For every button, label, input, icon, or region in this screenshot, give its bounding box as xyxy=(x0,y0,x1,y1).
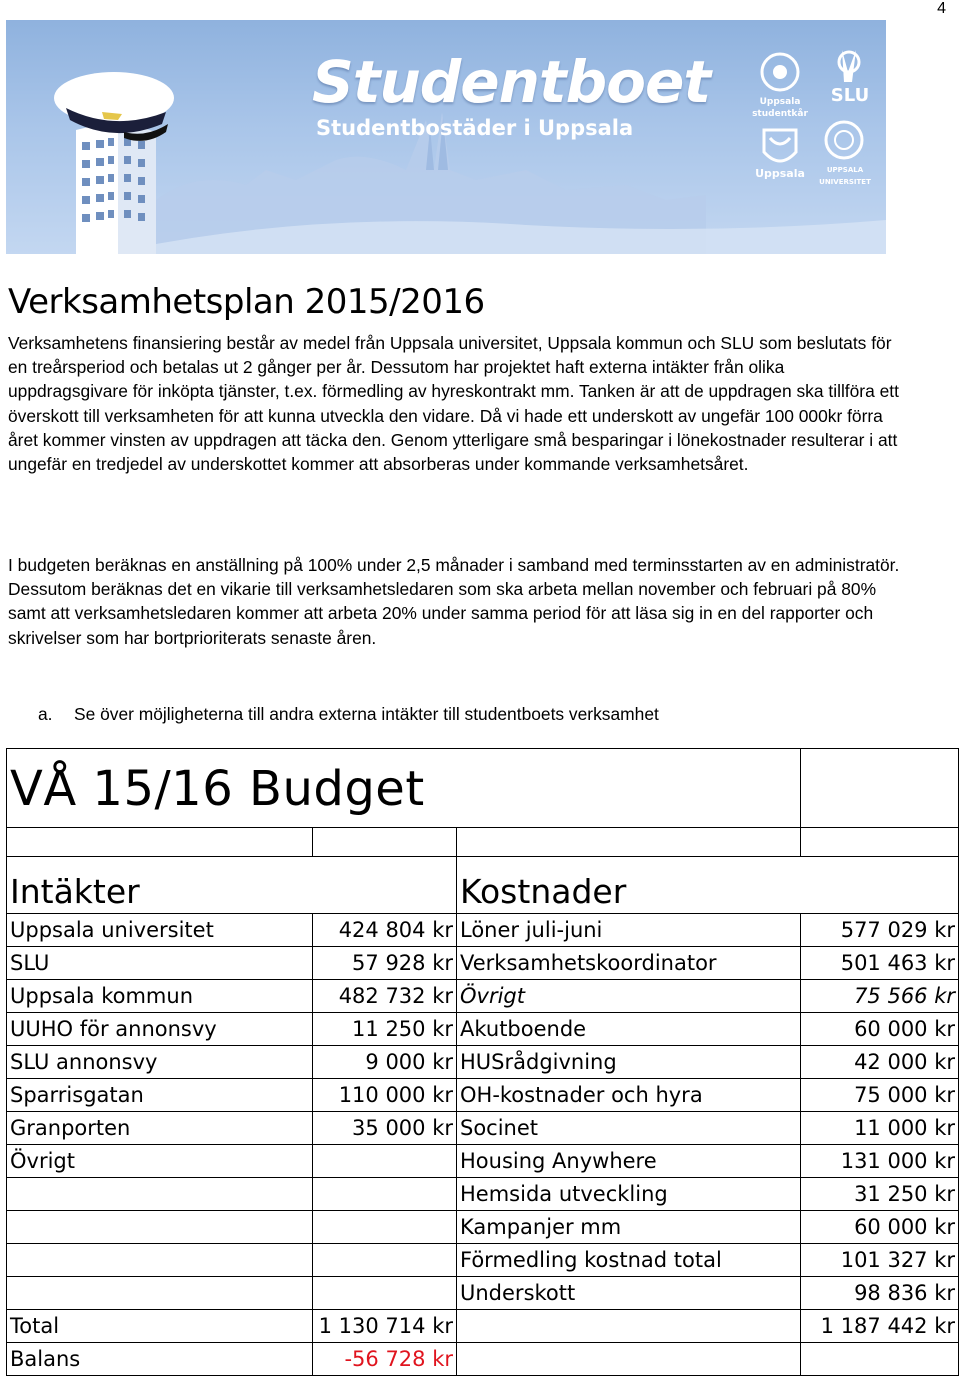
income-label: Uppsala universitet xyxy=(7,914,313,947)
cost-label: HUSrådgivning xyxy=(457,1046,801,1079)
cost-label: Hemsida utveckling xyxy=(457,1178,801,1211)
income-value: 482 732 kr xyxy=(313,980,457,1013)
cost-label xyxy=(457,1343,801,1376)
uppsala-kommun-logo xyxy=(764,130,796,161)
cost-label: Övrigt xyxy=(457,980,801,1013)
uppsala-studentkar-label: Uppsala studentkår xyxy=(752,97,808,119)
slu-logo xyxy=(839,50,859,82)
cost-value: 60 000 kr xyxy=(801,1013,959,1046)
header-banner xyxy=(6,20,886,254)
income-value: 35 000 kr xyxy=(313,1112,457,1145)
income-value xyxy=(313,1244,457,1277)
income-value: 57 928 kr xyxy=(313,947,457,980)
income-value: -56 728 kr xyxy=(313,1343,457,1376)
uppsala-kommun-label: Uppsala xyxy=(755,167,805,180)
income-value: 1 130 714 kr xyxy=(313,1310,457,1343)
cost-value: 501 463 kr xyxy=(801,947,959,980)
uppsala-universitet-label: UPPSALA UNIVERSITET xyxy=(819,166,871,186)
table-row xyxy=(7,947,959,980)
income-value xyxy=(313,1145,457,1178)
table-row xyxy=(7,1244,959,1277)
cost-label: Löner juli-juni xyxy=(457,914,801,947)
income-value xyxy=(313,1277,457,1310)
page-number: 4 xyxy=(937,0,946,17)
income-label: Granporten xyxy=(7,1112,313,1145)
cost-label: Förmedling kostnad total xyxy=(457,1244,801,1277)
income-value: 9 000 kr xyxy=(313,1046,457,1079)
income-label xyxy=(7,1277,313,1310)
income-label: Total xyxy=(7,1310,313,1343)
income-label: SLU annonsvy xyxy=(7,1046,313,1079)
empty-cell xyxy=(7,828,313,857)
cost-value: 577 029 kr xyxy=(801,914,959,947)
cost-value: 1 187 442 kr xyxy=(801,1310,959,1343)
table-row xyxy=(7,1046,959,1079)
empty-cell xyxy=(313,828,457,857)
cost-label: Socinet xyxy=(457,1112,801,1145)
cost-value: 31 250 kr xyxy=(801,1178,959,1211)
income-label xyxy=(7,1244,313,1277)
income-value: 110 000 kr xyxy=(313,1079,457,1112)
empty-cell xyxy=(801,828,959,857)
table-row xyxy=(7,1343,959,1376)
budget-title-cell xyxy=(7,749,801,828)
table-row xyxy=(7,980,959,1013)
spacer-row xyxy=(7,828,959,857)
table-row xyxy=(7,1211,959,1244)
cost-label xyxy=(457,1310,801,1343)
cost-value: 42 000 kr xyxy=(801,1046,959,1079)
cost-value: 75 000 kr xyxy=(801,1079,959,1112)
document-title: Verksamhetsplan 2015/2016 xyxy=(8,282,485,322)
budget-table xyxy=(6,748,959,1376)
table-row xyxy=(7,1145,959,1178)
income-value xyxy=(313,1211,457,1244)
table-row xyxy=(7,1013,959,1046)
income-label: Övrigt xyxy=(7,1145,313,1178)
cost-label: Kampanjer mm xyxy=(457,1211,801,1244)
income-label: Sparrisgatan xyxy=(7,1079,313,1112)
income-label: Balans xyxy=(7,1343,313,1376)
cost-header: Kostnader xyxy=(457,857,959,914)
income-label xyxy=(7,1211,313,1244)
cost-label: Verksamhetskoordinator xyxy=(457,947,801,980)
budget-title-row xyxy=(7,749,959,828)
cost-value: 131 000 kr xyxy=(801,1145,959,1178)
slu-label: SLU xyxy=(830,85,870,106)
cost-label: Underskott xyxy=(457,1277,801,1310)
empty-cell xyxy=(457,828,801,857)
list-item-text: Se över möjligheterna till andra externa intäkter till studentboets verksamhet xyxy=(74,704,659,724)
table-row xyxy=(7,1079,959,1112)
cost-value: 101 327 kr xyxy=(801,1244,959,1277)
brand-name: Studentboet xyxy=(312,48,711,116)
cost-value xyxy=(801,1343,959,1376)
table-row xyxy=(7,1277,959,1310)
income-label: Uppsala kommun xyxy=(7,980,313,1013)
cost-value: 98 836 kr xyxy=(801,1277,959,1310)
cost-label: Housing Anywhere xyxy=(457,1145,801,1178)
income-label xyxy=(7,1178,313,1211)
paragraph-financing: Verksamhetens finansiering består av medel från Uppsala universitet, Uppsala kommun och SLU som beslutats för en treårsperiod och betalas ut 2 gånger per år. Dessutom har projektet haft externa intäkter från olika uppdragsgivare för inköpta tjänster, t.ex. förmedling av hyreskontrakt mm. Tanken är att de uppdragen ska tillföra ett överskott till verksamheten för att kunna utveckla den vidare. Då vi hade ett underskott av ungefär 100 000kr förra året kommer vinsten av uppdragen att täcka den. Genom ytterligare små besparingar i lönekostnader resulterar i att ungefär en tredjedel av underskottet kommer att absorberas under kommande verksamhetsåret. xyxy=(8,333,899,475)
empty-cell xyxy=(801,749,959,828)
cost-value: 60 000 kr xyxy=(801,1211,959,1244)
brand-subtitle: Studentbostäder i Uppsala xyxy=(316,116,634,140)
cost-value: 11 000 kr xyxy=(801,1112,959,1145)
income-label: SLU xyxy=(7,947,313,980)
cost-label: OH-kostnader och hyra xyxy=(457,1079,801,1112)
budget-title: VÅ 15/16 Budget xyxy=(10,761,425,817)
uppsala-studentkar-logo xyxy=(762,54,798,90)
student-cap-icon xyxy=(54,72,174,141)
budget-header-row xyxy=(7,857,959,914)
income-value xyxy=(313,1178,457,1211)
table-row xyxy=(7,914,959,947)
uppsala-universitet-logo xyxy=(826,122,862,158)
cost-label: Akutboende xyxy=(457,1013,801,1046)
cost-value: 75 566 kr xyxy=(801,980,959,1013)
list-item xyxy=(38,702,659,726)
paragraph-staffing: I budgeten beräknas en anställning på 100% under 2,5 månader i samband med terminsstarten av en administratör. Dessutom beräknas det en vikarie till verksamhetsledaren som ska arbeta mellan november och februari på 80% samt att verksamhetsledaren kommer att arbeta 20% under samma period för att läsa sig in en del rapporter och skrivelser som har bortprioriterats senaste åren. xyxy=(8,555,900,648)
income-header: Intäkter xyxy=(7,857,457,914)
income-value: 424 804 kr xyxy=(313,914,457,947)
income-value: 11 250 kr xyxy=(313,1013,457,1046)
list-marker: a. xyxy=(38,704,53,724)
table-row xyxy=(7,1178,959,1211)
income-label: UUHO för annonsvy xyxy=(7,1013,313,1046)
table-row xyxy=(7,1112,959,1145)
table-row xyxy=(7,1310,959,1343)
